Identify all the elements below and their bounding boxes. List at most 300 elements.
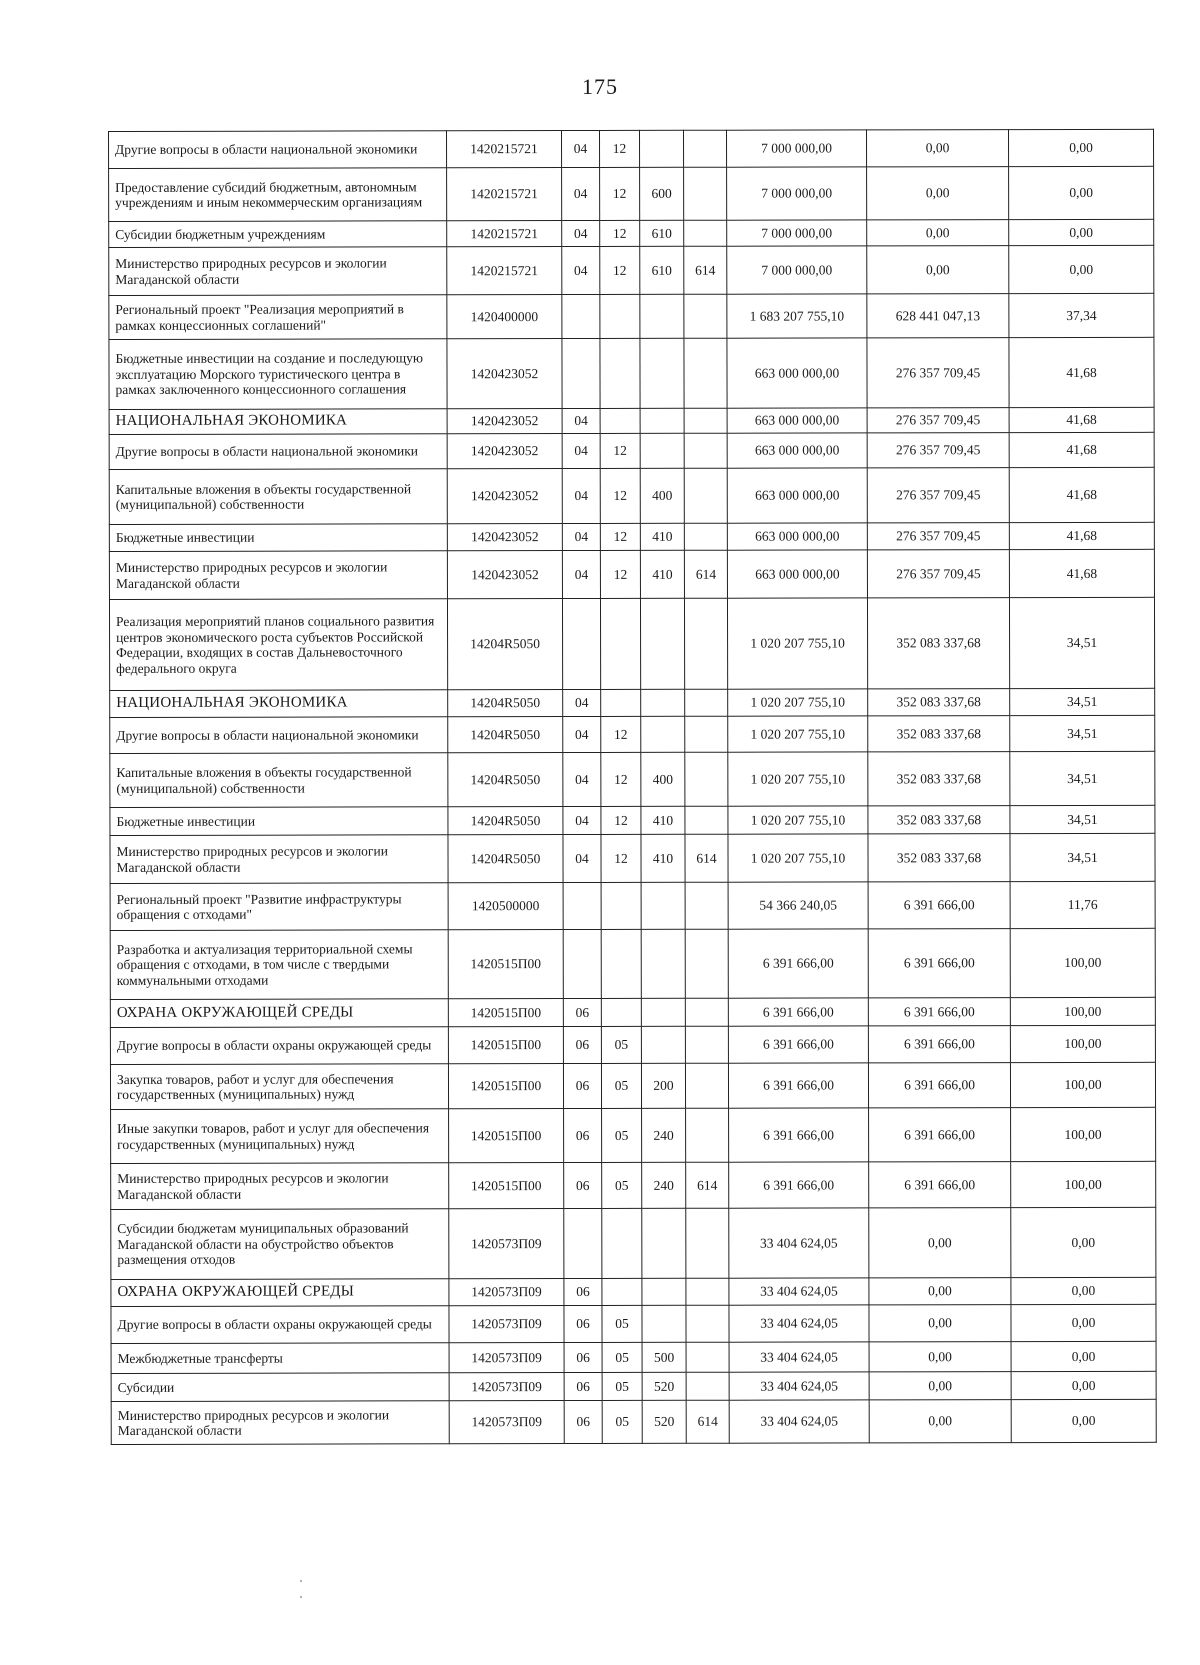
execution-percent: 0,00 <box>1009 245 1154 293</box>
row-name: Другие вопросы в области охраны окружающей среды <box>111 1306 449 1344</box>
executed-amount: 0,00 <box>869 1342 1011 1372</box>
subsection-code: 12 <box>600 433 640 468</box>
subsection-code <box>600 338 640 408</box>
planned-amount: 6 391 666,00 <box>728 929 868 998</box>
executed-amount: 0,00 <box>869 1372 1011 1400</box>
subsection-code <box>600 294 640 338</box>
subsection-code: 12 <box>600 550 640 598</box>
planned-amount: 663 000 000,00 <box>727 468 867 523</box>
planned-amount: 6 391 666,00 <box>729 1162 869 1208</box>
expense-type-code: 610 <box>640 246 684 294</box>
executed-amount: 0,00 <box>867 220 1009 246</box>
table-row <box>110 1062 1155 1109</box>
expense-type-code: 610 <box>640 220 684 246</box>
administrator-code <box>685 716 728 752</box>
expense-type-code: 240 <box>642 1108 686 1162</box>
subsection-code: 12 <box>601 716 641 752</box>
section-code <box>563 929 601 998</box>
executed-amount: 276 357 709,45 <box>867 338 1009 408</box>
target-code: 1420400000 <box>447 295 562 339</box>
row-name: Другие вопросы в области национальной экономики <box>110 717 448 754</box>
execution-percent: 100,00 <box>1010 997 1155 1025</box>
administrator-code <box>684 433 727 468</box>
executed-amount: 6 391 666,00 <box>868 929 1010 998</box>
expense-type-code: 410 <box>640 523 684 550</box>
expense-type-code <box>639 130 683 167</box>
execution-percent: 100,00 <box>1010 1062 1155 1107</box>
executed-amount: 6 391 666,00 <box>868 1026 1010 1063</box>
row-name: Межбюджетные трансферты <box>111 1343 449 1374</box>
subsection-code: 05 <box>601 1026 641 1063</box>
target-code: 1420573П09 <box>449 1373 564 1401</box>
subsection-code: 05 <box>602 1162 642 1208</box>
section-code: 06 <box>564 1162 602 1208</box>
administrator-code <box>685 806 728 834</box>
administrator-code <box>686 1342 729 1372</box>
row-name: Капитальные вложения в объекты государственной (муниципальной) собственности <box>110 753 448 808</box>
executed-amount: 6 391 666,00 <box>869 1162 1011 1208</box>
subsection-code: 05 <box>602 1372 642 1400</box>
section-code: 04 <box>562 433 600 468</box>
target-code: 1420423052 <box>447 551 562 599</box>
target-code: 1420423052 <box>447 469 562 524</box>
expense-type-code <box>640 338 684 408</box>
row-name: Министерство природных ресурсов и экологии Магаданской области <box>111 1163 449 1210</box>
administrator-code <box>684 598 727 689</box>
expense-type-code <box>640 294 684 338</box>
table-row <box>111 1341 1156 1373</box>
row-name: Субсидии бюджетам муниципальных образований Магаданской области на обустройство объектов размещения отходов <box>111 1209 449 1280</box>
table-row <box>109 467 1154 524</box>
row-name: Иные закупки товаров, работ и услуг для обеспечения государственных (муниципальных) нужд <box>111 1109 449 1164</box>
table-row <box>109 597 1154 690</box>
table-row <box>111 1207 1156 1279</box>
planned-amount: 33 404 624,05 <box>729 1278 869 1305</box>
target-code: 1420423052 <box>447 524 562 551</box>
subsection-code <box>600 598 640 689</box>
expense-type-code: 200 <box>641 1063 685 1108</box>
execution-percent: 0,00 <box>1011 1371 1156 1399</box>
administrator-code <box>685 882 728 929</box>
expense-type-code <box>642 1305 686 1342</box>
table-row <box>111 1161 1156 1209</box>
subsection-code <box>601 998 641 1026</box>
executed-amount: 276 357 709,45 <box>867 468 1009 523</box>
planned-amount: 1 020 207 755,10 <box>728 689 868 716</box>
expense-type-code <box>641 882 685 929</box>
section-code: 06 <box>564 1372 602 1400</box>
executed-amount: 6 391 666,00 <box>869 1108 1011 1162</box>
execution-percent: 41,68 <box>1009 407 1154 432</box>
planned-amount: 6 391 666,00 <box>728 998 868 1026</box>
subsection-code: 12 <box>600 220 640 246</box>
target-code: 1420215721 <box>447 221 562 247</box>
section-code: 06 <box>563 1063 601 1108</box>
subsection-code: 12 <box>601 806 641 834</box>
row-name: Министерство природных ресурсов и экологии Магаданской области <box>110 835 448 884</box>
expense-type-code <box>641 689 685 716</box>
administrator-code: 614 <box>686 1400 729 1443</box>
row-name: Министерство природных ресурсов и экологии Магаданской области <box>111 1401 449 1445</box>
execution-percent: 0,00 <box>1011 1304 1156 1341</box>
row-name: Бюджетные инвестиции <box>109 524 447 552</box>
administrator-code <box>684 294 727 338</box>
table-row <box>111 1107 1156 1163</box>
table-row <box>110 833 1155 883</box>
target-code: 14204R5050 <box>448 807 563 835</box>
expense-type-code: 410 <box>640 550 684 598</box>
table-row <box>110 688 1155 717</box>
executed-amount: 0,00 <box>869 1278 1011 1305</box>
administrator-code <box>685 689 728 716</box>
subsection-code: 12 <box>599 130 639 167</box>
row-name: Бюджетные инвестиции <box>110 807 448 836</box>
table-row <box>109 293 1154 339</box>
executed-amount: 276 357 709,45 <box>867 408 1009 433</box>
row-name: Предоставление субсидий бюджетным, автономным учреждениям и иным некоммерческим организациям <box>109 168 447 222</box>
target-code: 14204R5050 <box>448 835 563 883</box>
expense-type-code: 520 <box>642 1372 686 1400</box>
administrator-code <box>686 1278 729 1305</box>
section-code: 04 <box>563 716 601 752</box>
expense-type-code: 240 <box>642 1162 686 1208</box>
target-code: 1420515П00 <box>448 930 563 999</box>
execution-percent: 11,76 <box>1010 881 1155 928</box>
section-code: 06 <box>564 1342 602 1372</box>
expense-type-code <box>641 716 685 752</box>
expense-type-code: 410 <box>641 806 685 834</box>
planned-amount: 7 000 000,00 <box>726 130 866 167</box>
row-name: Субсидии бюджетным учреждениям <box>109 221 447 248</box>
administrator-code <box>684 408 727 433</box>
execution-percent: 0,00 <box>1011 1277 1156 1304</box>
table-row <box>109 337 1154 409</box>
execution-percent: 41,68 <box>1009 549 1154 597</box>
target-code: 1420573П09 <box>449 1209 564 1279</box>
budget-table <box>108 129 1157 1445</box>
section-code: 04 <box>562 130 600 167</box>
table-row <box>111 1399 1156 1444</box>
table-row <box>110 1025 1155 1064</box>
row-name: Реализация мероприятий планов социального развития центров экономического роста субъектов Российской Федерации, входящих в состав Дальневосточного федерального округа <box>109 599 447 691</box>
row-name: Капитальные вложения в объекты государственной (муниципальной) собственности <box>109 469 447 525</box>
section-code: 06 <box>563 1026 601 1063</box>
expense-type-code <box>641 998 685 1026</box>
execution-percent: 0,00 <box>1009 219 1154 245</box>
section-code: 06 <box>564 1400 602 1443</box>
executed-amount: 352 083 337,68 <box>868 806 1010 834</box>
executed-amount: 0,00 <box>869 1305 1011 1342</box>
execution-percent: 0,00 <box>1011 1341 1156 1371</box>
execution-percent: 34,51 <box>1010 688 1155 715</box>
table-row <box>109 522 1154 551</box>
subsection-code: 05 <box>602 1400 642 1443</box>
execution-percent: 37,34 <box>1009 293 1154 337</box>
planned-amount: 1 020 207 755,10 <box>728 752 868 806</box>
target-code: 1420215721 <box>447 247 562 295</box>
administrator-code: 614 <box>686 1162 729 1208</box>
executed-amount: 352 083 337,68 <box>868 752 1010 806</box>
subsection-code <box>602 1278 642 1305</box>
row-name: Другие вопросы в области охраны окружающей среды <box>110 1027 448 1065</box>
planned-amount: 33 404 624,05 <box>729 1342 869 1372</box>
administrator-code <box>686 1372 729 1400</box>
executed-amount: 0,00 <box>866 130 1008 167</box>
execution-percent: 34,51 <box>1010 833 1155 881</box>
executed-amount: 276 357 709,45 <box>867 433 1009 468</box>
subsection-code <box>602 1208 642 1278</box>
target-code: 1420423052 <box>447 409 562 434</box>
execution-percent: 100,00 <box>1011 1161 1156 1207</box>
execution-percent: 100,00 <box>1010 928 1155 997</box>
subsection-code: 12 <box>600 523 640 550</box>
execution-percent: 41,68 <box>1009 522 1154 549</box>
target-code: 1420215721 <box>447 168 562 221</box>
section-code: 04 <box>563 806 601 834</box>
expense-type-code: 410 <box>641 834 685 882</box>
planned-amount: 663 000 000,00 <box>727 408 867 433</box>
execution-percent: 0,00 <box>1011 1399 1156 1442</box>
target-code: 1420573П09 <box>449 1401 564 1444</box>
section-code: 04 <box>562 550 600 598</box>
planned-amount: 7 000 000,00 <box>727 167 867 220</box>
table-row <box>109 549 1154 599</box>
row-name: Закупка товаров, работ и услуг для обеспечения государственных (муниципальных) нужд <box>110 1064 448 1110</box>
expense-type-code <box>640 598 684 689</box>
section-code: 06 <box>564 1278 602 1305</box>
table-row <box>111 1277 1156 1306</box>
execution-percent: 0,00 <box>1009 166 1154 219</box>
target-code: 14204R5050 <box>448 753 563 807</box>
executed-amount: 352 083 337,68 <box>868 834 1010 882</box>
planned-amount: 663 000 000,00 <box>727 550 867 598</box>
execution-percent: 100,00 <box>1011 1107 1156 1161</box>
section-code: 04 <box>562 468 600 523</box>
table-row <box>109 407 1154 434</box>
row-name: Министерство природных ресурсов и экологии Магаданской области <box>109 247 447 296</box>
section-code <box>562 338 600 408</box>
target-code: 1420423052 <box>447 434 562 469</box>
section-code <box>562 294 600 338</box>
subsection-code: 05 <box>602 1305 642 1342</box>
administrator-code <box>684 167 727 220</box>
section-code: 04 <box>562 523 600 550</box>
administrator-code: 614 <box>685 834 728 882</box>
execution-percent: 34,51 <box>1010 751 1155 805</box>
expense-type-code: 400 <box>641 752 685 806</box>
expense-type-code: 520 <box>642 1400 686 1443</box>
table-row <box>109 245 1154 295</box>
table-row <box>109 219 1154 247</box>
section-code: 04 <box>563 689 601 716</box>
expense-type-code <box>642 1278 686 1305</box>
expense-type-code: 400 <box>640 468 684 523</box>
subsection-code: 12 <box>600 468 640 523</box>
subsection-code: 12 <box>601 834 641 882</box>
row-name: ОХРАНА ОКРУЖАЮЩЕЙ СРЕДЫ <box>111 1279 449 1307</box>
row-name: Региональный проект "Реализация мероприятий в рамках концессионных соглашений" <box>109 295 447 340</box>
target-code: 1420423052 <box>447 339 562 409</box>
expense-type-code <box>641 929 685 998</box>
executed-amount: 6 391 666,00 <box>868 1063 1010 1108</box>
target-code: 14204R5050 <box>448 690 563 717</box>
administrator-code <box>685 998 728 1026</box>
executed-amount: 276 357 709,45 <box>867 523 1009 550</box>
administrator-code <box>684 523 727 550</box>
row-name: Субсидии <box>111 1373 449 1402</box>
target-code: 1420515П00 <box>448 1027 563 1064</box>
target-code: 1420500000 <box>448 883 563 930</box>
executed-amount: 6 391 666,00 <box>868 882 1010 929</box>
section-code: 04 <box>563 752 601 806</box>
administrator-code <box>683 130 726 167</box>
table-row <box>109 432 1154 469</box>
section-code: 04 <box>563 834 601 882</box>
planned-amount: 33 404 624,05 <box>729 1305 869 1342</box>
section-code <box>564 1208 602 1278</box>
table-row <box>111 1304 1156 1343</box>
section-code <box>562 598 600 689</box>
subsection-code: 05 <box>602 1342 642 1372</box>
planned-amount: 7 000 000,00 <box>727 246 867 294</box>
table-row <box>110 928 1155 999</box>
executed-amount: 352 083 337,68 <box>868 689 1010 716</box>
administrator-code <box>685 1063 728 1108</box>
executed-amount: 6 391 666,00 <box>868 998 1010 1026</box>
planned-amount: 7 000 000,00 <box>727 220 867 246</box>
planned-amount: 663 000 000,00 <box>727 523 867 550</box>
planned-amount: 6 391 666,00 <box>728 1063 868 1108</box>
row-name: Разработка и актуализация территориальной схемы обращения с отходами, в том числе с твердыми коммунальными отходами <box>110 930 448 1000</box>
section-code: 06 <box>564 1108 602 1162</box>
administrator-code: 614 <box>684 246 727 294</box>
target-code: 1420573П09 <box>449 1306 564 1343</box>
executed-amount: 628 441 047,13 <box>867 294 1009 338</box>
expense-type-code: 600 <box>640 167 684 220</box>
planned-amount: 6 391 666,00 <box>729 1108 869 1162</box>
execution-percent: 100,00 <box>1010 1025 1155 1062</box>
executed-amount: 352 083 337,68 <box>868 716 1010 752</box>
execution-percent: 41,68 <box>1009 337 1154 407</box>
executed-amount: 0,00 <box>867 246 1009 294</box>
administrator-code <box>686 1305 729 1342</box>
row-name: Региональный проект "Развитие инфраструктуры обращения с отходами" <box>110 883 448 931</box>
expense-type-code <box>641 1026 685 1063</box>
planned-amount: 1 020 207 755,10 <box>727 598 867 689</box>
subsection-code: 12 <box>600 246 640 294</box>
target-code: 1420515П00 <box>449 1163 564 1209</box>
administrator-code <box>686 1208 729 1278</box>
row-name: Другие вопросы в области национальной экономики <box>109 131 447 169</box>
executed-amount: 0,00 <box>869 1400 1011 1443</box>
administrator-code <box>685 752 728 806</box>
table-row <box>111 1371 1156 1401</box>
subsection-code: 12 <box>601 752 641 806</box>
planned-amount: 33 404 624,05 <box>729 1400 869 1443</box>
section-code <box>563 882 601 929</box>
execution-percent: 34,51 <box>1010 715 1155 751</box>
target-code: 1420573П09 <box>449 1343 564 1373</box>
subsection-code <box>600 408 640 433</box>
table-row <box>110 881 1155 930</box>
subsection-code: 05 <box>602 1108 642 1162</box>
target-code: 1420215721 <box>447 131 562 168</box>
table-row <box>109 129 1154 168</box>
subsection-code <box>601 689 641 716</box>
executed-amount: 0,00 <box>869 1208 1011 1278</box>
execution-percent: 34,51 <box>1010 805 1155 833</box>
planned-amount: 663 000 000,00 <box>727 338 867 408</box>
planned-amount: 1 683 207 755,10 <box>727 294 867 338</box>
administrator-code <box>685 1026 728 1063</box>
section-code: 06 <box>563 998 601 1026</box>
target-code: 1420573П09 <box>449 1279 564 1306</box>
administrator-code <box>686 1108 729 1162</box>
planned-amount: 6 391 666,00 <box>728 1026 868 1063</box>
target-code: 14204R5050 <box>447 599 562 690</box>
subsection-code <box>601 882 641 929</box>
section-code: 04 <box>562 408 600 433</box>
administrator-code <box>684 468 727 523</box>
planned-amount: 33 404 624,05 <box>729 1208 869 1278</box>
planned-amount: 1 020 207 755,10 <box>728 716 868 752</box>
planned-amount: 1 020 207 755,10 <box>728 834 868 882</box>
table-row <box>109 166 1154 221</box>
table-row <box>110 715 1155 753</box>
expense-type-code: 500 <box>642 1342 686 1372</box>
planned-amount: 54 366 240,05 <box>728 882 868 929</box>
page-number: 175 <box>582 74 618 99</box>
table-row <box>110 805 1155 835</box>
table-row <box>110 997 1155 1027</box>
planned-amount: 663 000 000,00 <box>727 433 867 468</box>
row-name: НАЦИОНАЛЬНАЯ ЭКОНОМИКА <box>110 690 448 718</box>
subsection-code: 12 <box>600 167 640 220</box>
section-code: 04 <box>562 220 600 246</box>
row-name: Другие вопросы в области национальной экономики <box>109 434 447 470</box>
execution-percent: 41,68 <box>1009 467 1154 522</box>
administrator-code <box>684 220 727 246</box>
executed-amount: 352 083 337,68 <box>867 598 1009 689</box>
section-code: 06 <box>564 1305 602 1342</box>
execution-percent: 0,00 <box>1008 129 1153 166</box>
table-body <box>109 129 1157 1444</box>
administrator-code: 614 <box>684 550 727 598</box>
target-code: 14204R5050 <box>448 717 563 753</box>
executed-amount: 0,00 <box>867 167 1009 220</box>
execution-percent: 34,51 <box>1009 597 1154 688</box>
target-code: 1420515П00 <box>448 1064 563 1109</box>
administrator-code <box>684 338 727 408</box>
executed-amount: 276 357 709,45 <box>867 550 1009 598</box>
expense-type-code <box>640 408 684 433</box>
scan-speck <box>300 1596 302 1598</box>
section-code: 04 <box>562 167 600 220</box>
row-name: НАЦИОНАЛЬНАЯ ЭКОНОМИКА <box>109 409 447 435</box>
execution-percent: 0,00 <box>1011 1207 1156 1277</box>
row-name: Министерство природных ресурсов и экологии Магаданской области <box>109 551 447 600</box>
table-row <box>110 751 1155 807</box>
section-code: 04 <box>562 246 600 294</box>
administrator-code <box>685 929 728 998</box>
planned-amount: 1 020 207 755,10 <box>728 806 868 834</box>
subsection-code <box>601 929 641 998</box>
target-code: 1420515П00 <box>448 999 563 1027</box>
execution-percent: 41,68 <box>1009 432 1154 467</box>
expense-type-code <box>642 1208 686 1278</box>
expense-type-code <box>640 433 684 468</box>
planned-amount: 33 404 624,05 <box>729 1372 869 1400</box>
